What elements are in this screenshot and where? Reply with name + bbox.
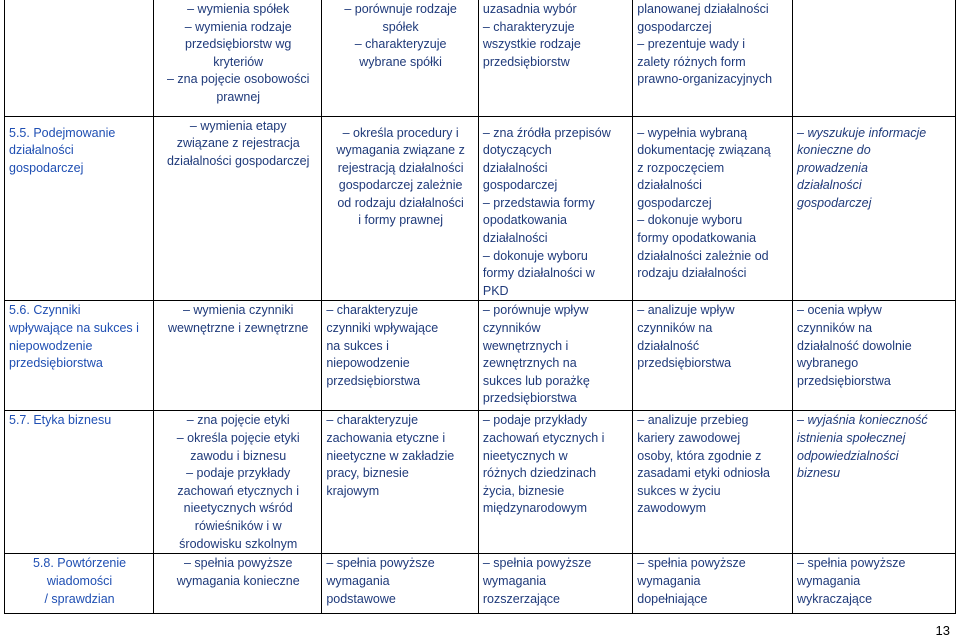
topic-cell: 5.5. Podejmowanie działalności gospodarczej <box>5 116 154 301</box>
requirement-cell: planowanej działalności gospodarczej – prezentuje wady i zalety różnych form prawno-organizacyjnych <box>633 0 793 116</box>
requirement-cell: – ocenia wpływ czynników na działalność dowolnie wybranego przedsiębiorstwa <box>793 301 956 411</box>
table-row <box>5 411 956 554</box>
requirement-cell: uzasadnia wybór – charakteryzuje wszystkie rodzaje przedsiębiorstw <box>478 0 632 116</box>
requirement-cell: – analizuje wpływ czynników na działalność przedsiębiorstwa <box>633 301 793 411</box>
topic-cell: 5.8. Powtórzenie wiadomości / sprawdzian <box>5 554 154 614</box>
requirement-cell: – określa procedury i wymagania związane z rejestracją działalności gospodarczej zależnie od rodzaju działalności i formy prawnej <box>322 116 479 301</box>
requirement-cell: – spełnia powyższe wymagania dopełniające <box>633 554 793 614</box>
table-row <box>5 0 956 116</box>
table-row <box>5 301 956 411</box>
requirement-cell: – wymienia czynniki wewnętrzne i zewnętrzne <box>154 301 322 411</box>
topic-cell: 5.6. Czynniki wpływające na sukces i niepowodzenie przedsiębiorstwa <box>5 301 154 411</box>
page-number: 13 <box>935 623 950 638</box>
requirement-cell: – spełnia powyższe wymagania podstawowe <box>322 554 479 614</box>
requirement-cell: – spełnia powyższe wymagania rozszerzające <box>478 554 632 614</box>
requirement-cell: – spełnia powyższe wymagania wykraczające <box>793 554 956 614</box>
requirement-cell: – charakteryzuje zachowania etyczne i nieetyczne w zakładzie pracy, biznesie krajowym <box>322 411 479 554</box>
requirement-cell: – wymienia etapy związane z rejestracja działalności gospodarczej <box>154 116 322 301</box>
requirement-cell: – wyszukuje informacje konieczne do prowadzenia działalności gospodarczej <box>793 116 956 301</box>
requirement-cell: – spełnia powyższe wymagania konieczne <box>154 554 322 614</box>
requirements-table <box>4 0 956 614</box>
requirement-cell: – porównuje rodzaje spółek – charakteryzuje wybrane spółki <box>322 0 479 116</box>
requirement-cell: – wyjaśnia konieczność istnienia społecznej odpowiedzialności biznesu <box>793 411 956 554</box>
table-row <box>5 116 956 301</box>
requirement-cell: – podaje przykłady zachowań etycznych i nieetycznych w różnych dziedzinach życia, biznesie międzynarodowym <box>478 411 632 554</box>
requirement-cell: – zna źródła przepisów dotyczących działalności gospodarczej – przedstawia formy opodatkowania działalności – dokonuje wyboru formy działalności w PKD <box>478 116 632 301</box>
topic-cell <box>5 0 154 116</box>
requirement-cell: – analizuje przebieg kariery zawodowej osoby, która zgodnie z zasadami etyki odniosła sukces w życiu zawodowym <box>633 411 793 554</box>
requirement-cell: – zna pojęcie etyki – określa pojęcie etyki zawodu i biznesu – podaje przykłady zachowań etycznych i nieetycznych wśród rówieśników i w środowisku szkolnym <box>154 411 322 554</box>
table-row <box>5 554 956 614</box>
requirement-cell: – wymienia spółek – wymienia rodzaje przedsiębiorstw wg kryteriów – zna pojęcie osobowości prawnej <box>154 0 322 116</box>
requirement-cell <box>793 0 956 116</box>
topic-cell: 5.7. Etyka biznesu <box>5 411 154 554</box>
requirement-cell: – charakteryzuje czynniki wpływające na sukces i niepowodzenie przedsiębiorstwa <box>322 301 479 411</box>
requirement-cell: – wypełnia wybraną dokumentację związaną z rozpoczęciem działalności gospodarczej – dokonuje wyboru formy opodatkowania działalności zależnie od rodzaju działalności <box>633 116 793 301</box>
requirement-cell: – porównuje wpływ czynników wewnętrznych i zewnętrznych na sukces lub porażkę przedsiębiorstwa <box>478 301 632 411</box>
